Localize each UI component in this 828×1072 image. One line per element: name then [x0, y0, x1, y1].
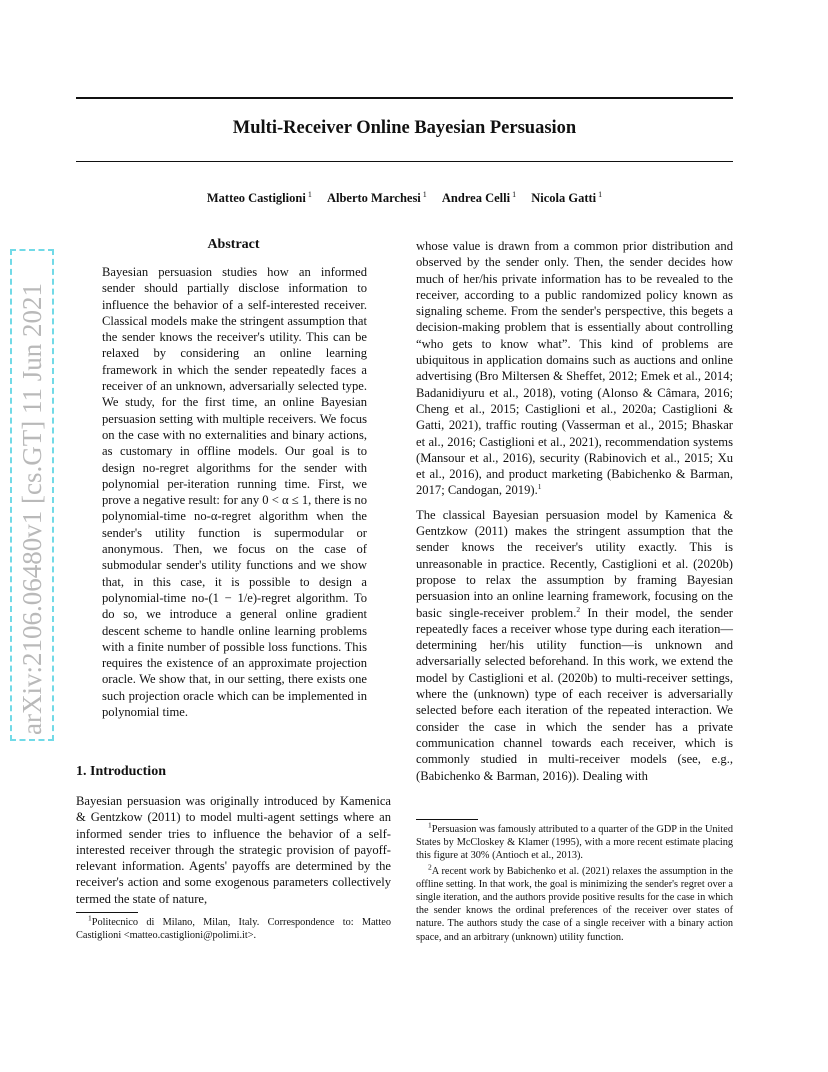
introduction-left-text — [76, 793, 391, 907]
arxiv-stamp: arXiv:2106.06480v1 [cs.GT] 11 Jun 2021 — [10, 255, 54, 735]
footnote-1: $^1$Persuasion was famously attributed to a quarter of the GDP in the United States by McCloskey & Klamer (1995), with a more recent estimate placing this figure at 30% (Antioch et al., 2013). — [416, 820, 733, 862]
intro-paragraph: Bayesian persuasion was originally introduced by Kamenica & Gentzkow (2011) to model multi-agent settings where an informed sender tries to influence the behavior of a self-interested receiver through the strategic provision of payoff-relevant information. Agents' payoffs are determined by the receiver's action and some exogenous parameters collectively termed the state of nature, — [76, 794, 391, 906]
author: Alberto Marchesi $^1$ — [326, 190, 427, 206]
affiliation-footnote: $^1$Politecnico di Milano, Milan, Italy. Correspondence to: Matteo Castiglioni <matteo.castiglioni@polimi.it>. — [76, 913, 391, 942]
paper-title: Multi-Receiver Online Bayesian Persuasion — [232, 118, 577, 138]
author: Matteo Castiglioni $^1$ — [206, 190, 312, 206]
abstract-text: Bayesian persuasion studies how an informed sender should partially disclose information to influence the behavior of a self-interested receiver. Classical models make the stringent assumption that the sender knows the receiver's utility. This can be relaxed by considering an online learning framework in which the sender repeatedly faces a receiver of an unknown, adversarially selected type. We study, for the first time, an online Bayesian persuasion setting with multiple receivers. We focus on the case with no externalities and binary actions, as customary in offline models. Our goal is to design no-regret algorithms for the sender with polynomial per-iteration running time. First, we prove a negative result: for any 0 < α ≤ 1, there is no polynomial-time no-α-regret algorithm when the sender's utility function is supermodular or anonymous. Then, we focus on the case of submodular sender's utility functions and we show that, in this case, it is possible to design a polynomial-time no-(1 − 1/e)-regret algorithm. To do so, we introduce a general online gradient descent scheme to handle online learning problems with a finite number of possible loss functions. This requires the existence of an approximate projection oracle. We show that, in our setting, there exists one such projection oracle which can be implemented in polynomial time. — [102, 265, 367, 720]
footnote-2: $^2$A recent work by Babichenko et al. (2021) relaxes the assumption in the offline setting. In that work, the goal is minimizing the sender's regret over a single iteration, and the authors provide positive results for the case in which the sender knows the ordinal preferences of the receiver over states of nature. The authors study the case of a single receiver with a binary action space, and an arbitrary (unknown) utility function. — [416, 862, 733, 943]
section-heading-introduction: 1. Introduction — [76, 764, 166, 779]
author: Nicola Gatti $^1$ — [531, 190, 603, 206]
title-top-rule — [76, 97, 733, 99]
intro-paragraph: whose value is drawn from a common prior distribution and observed by the sender only. Then, the sender decides how much of her/his private information has to be revealed to the receiver, according to a public randomized policy known as signaling scheme. From the sender's perspective, this begets a decision-making problem that is essentially about controlling “who gets to know what”. This kind of problems are ubiquitous in application domains such as auctions and online advertising (Bro Miltersen & Sheffet, 2012; Emek et al., 2014; Badanidiyuru et al., 2018), voting (Alonso & Câmara, 2016; Cheng et al., 2015; Castiglioni et al., 2020a; Castiglioni & Gatti, 2021), traffic routing (Vasserman et al., 2015; Bhaskar et al., 2016; Castiglioni et al., 2021), recommendation systems (Mansour et al., 2016), security (Rabinovich et al., 2015; Xu et al., 2016), and product marketing (Babichenko & Barman, 2017; Candogan, 2019).$^1$ — [416, 239, 733, 498]
footnote-ref-1[interactable]: 1 — [537, 482, 542, 492]
intro-paragraph: The classical Bayesian persuasion model by Kamenica & Gentzkow (2011) makes the stringent assumption that the sender knows the receiver's utility exactly. This is unreasonable in practice. Recently, Castiglioni et al. (2020b) propose to relax the assumption by framing Bayesian persuasion into an online learning framework, focusing on the basic single-receiver problem.$^2$ In their model, the sender repeatedly faces a receiver whose type during each iteration—determining her/his utility function—is unknown and adversarially selected beforehand. In this work, we extend the model by Castiglioni et al. (2020b) to multi-receiver settings, where the (unknown) type of each receiver is adversarially selected before each iteration of the repeated interaction. We consider the case in which the sender has a private communication channel towards each receiver, which is commonly studied in multi-receiver models (see, e.g., (Babichenko & Barman, 2016)). Dealing with — [416, 507, 734, 783]
footnote-ref-2[interactable]: 2 — [576, 604, 581, 614]
abstract-heading: Abstract — [207, 237, 260, 252]
title-bottom-rule — [76, 161, 733, 162]
introduction-right-text — [416, 238, 733, 784]
abstract-body — [102, 264, 367, 720]
footnote-rule-left — [76, 912, 138, 913]
right-footnotes — [416, 820, 733, 946]
footnote-rule-right — [416, 819, 478, 820]
author-list — [76, 190, 733, 206]
author: Andrea Celli $^1$ — [441, 190, 517, 206]
